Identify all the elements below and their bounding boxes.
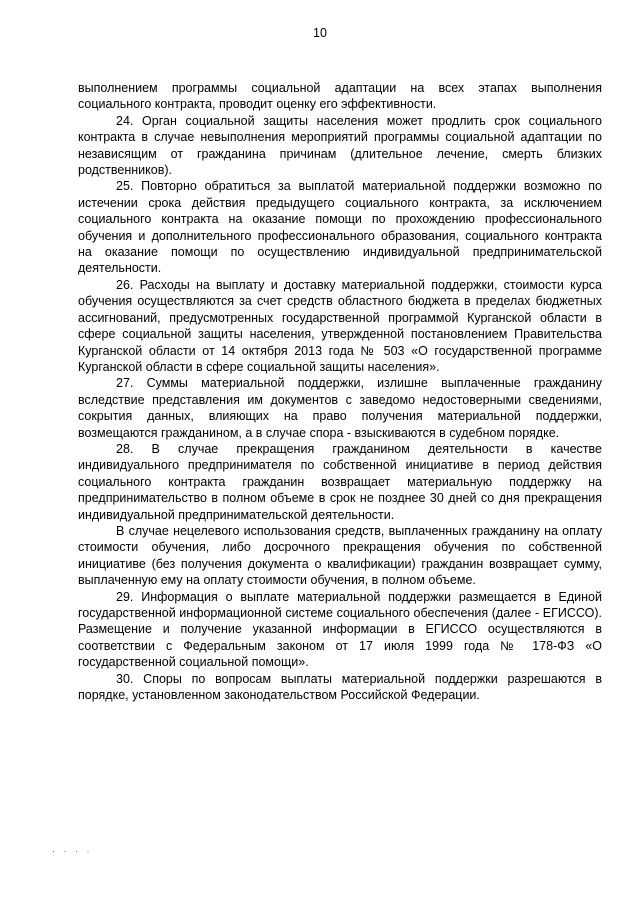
scan-artifact: · · · · (52, 846, 93, 856)
paragraph-28: 28. В случае прекращения гражданином деятельности в качестве индивидуального предпринимателя по собственной инициативе в период действия социального контракта гражданин возвращает материальную поддержку на предпринимательство в полном объеме в срок не позднее 30 дней со дня прекращения индивидуальной предпринимательской деятельности. (78, 441, 602, 522)
paragraph-29: 29. Информация о выплате материальной поддержки размещается в Единой государственной информационной системе социального обеспечения (далее - ЕГИССО). Размещение и получение указанной информации в ЕГИССО осуществляются в соответствии с Федеральным законом от 17 июля 1999 года № 178-ФЗ «О государственной социальной помощи». (78, 589, 602, 670)
paragraph-24: 24. Орган социальной защиты населения может продлить срок социального контракта в случае невыполнения мероприятий программы социальной адаптации по независящим от гражданина причинам (длительное лечение, смерть близких родственников). (78, 113, 602, 178)
paragraph-25: 25. Повторно обратиться за выплатой материальной поддержки возможно по истечении срока действия предыдущего социального контракта, за исключением социального контракта на оказание помощи по прохождению профессионального обучения и дополнительного профессионального образования, социального контракта на оказание помощи по осуществлению индивидуальной предпринимательской деятельности. (78, 179, 602, 276)
paragraph-26: 26. Расходы на выплату и доставку материальной поддержки, стоимости курса обучения осуществляются за счет средств областного бюджета в пределах бюджетных ассигнований, предусмотренных государственной программой Курганской области в сфере социальной защиты населения, утвержденной постановлением Правительства Курганской области от 14 октября 2013 года № 503 «О государственной программе Курганской области в сфере социальной защиты населения». (78, 277, 602, 374)
paragraph-27: 27. Суммы материальной поддержки, излишне выплаченные гражданину вследствие представления им документов с заведомо недостоверными сведениями, сокрытия данных, влияющих на право получения материальной поддержки, возмещаются гражданином, а в случае спора - взыскиваются в судебном порядке. (78, 376, 602, 440)
paragraph-28-second: В случае нецелевого использования средств, выплаченных гражданину на оплату стоимости обучения, либо досрочного прекращения обучения по собственной инициативе (без получения документа о квалификации) гражданин возвращает сумму, выплаченную ему на оплату стоимости обучения, в полном объеме. (78, 523, 602, 588)
document-body (78, 80, 602, 703)
paragraph-continuation: выполнением программы социальной адаптации на всех этапах выполнения социального контракта, проводит оценку его эффективности. (78, 81, 602, 112)
paragraph-30: 30. Споры по вопросам выплаты материальной поддержки разрешаются в порядке, установленном законодательством Российской Федерации. (78, 671, 602, 703)
page-number: 10 (313, 26, 327, 40)
